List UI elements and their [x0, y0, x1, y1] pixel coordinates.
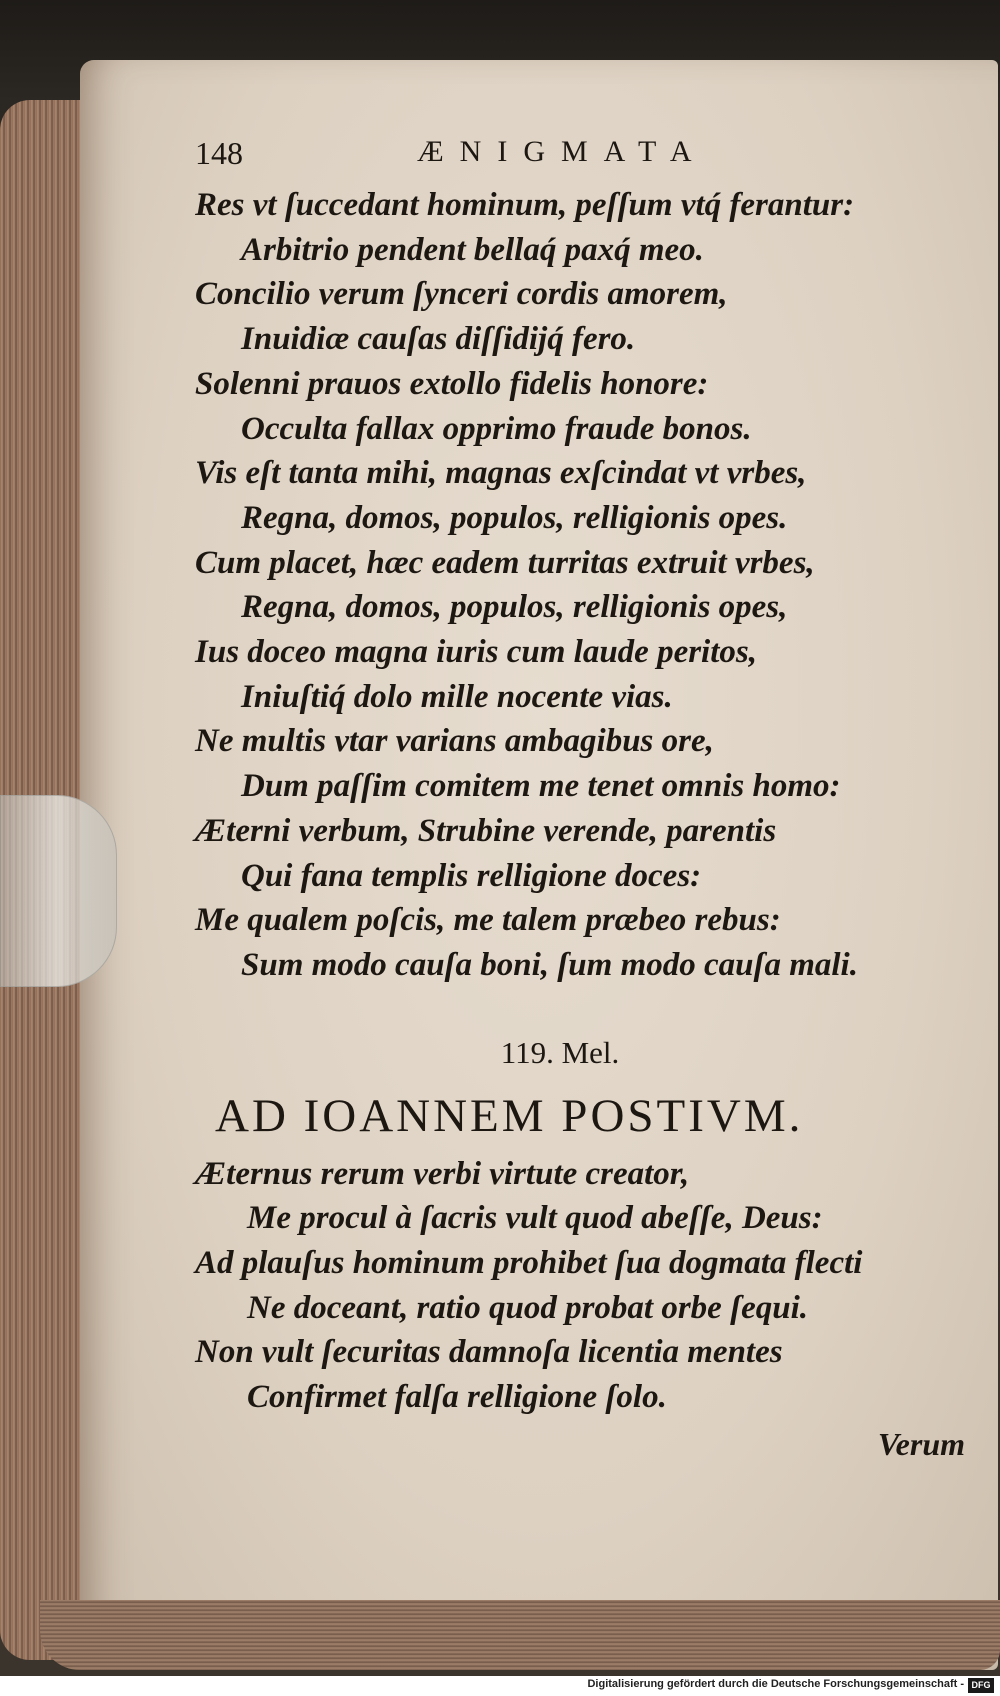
page-bottom-edge	[40, 1600, 1000, 1670]
section-gap	[195, 988, 965, 1026]
verse-line: Confirmet falſa relligione ſolo.	[247, 1379, 667, 1416]
verse-line: Ius doceo magna iuris cum laude peritos,	[195, 634, 757, 671]
verse-line: Concilio verum ſynceri cordis amorem,	[195, 276, 728, 313]
verse-line: Qui fana templis relligione doces:	[241, 857, 702, 894]
verse-line: Me procul à ſacris vult quod abeſſe, Deus:	[247, 1200, 823, 1237]
verse-line: Occulta fallax opprimo fraude bonos.	[241, 410, 752, 447]
funding-credit: Digitalisierung gefördert durch die Deutsche Forschungsgemeinschaft -	[587, 1678, 964, 1690]
catchword: Verum	[877, 1425, 965, 1462]
verse-line: Vis eſt tanta mihi, magnas exſcindat vt vrbes,	[195, 455, 807, 492]
verse-line: Iniuſtiq́ dolo mille nocente vias.	[241, 678, 673, 715]
verse-line: Regna, domos, populos, relligionis opes.	[241, 499, 788, 536]
verse-line: Æternus rerum verbi virtute creator,	[195, 1155, 690, 1192]
verse-line: Cum placet, hæc eadem turritas extruit vrbes,	[195, 544, 815, 581]
verse-line: Ad plauſus hominum prohibet ſua dogmata flecti	[195, 1245, 863, 1282]
running-title: ÆNIGMATA	[417, 135, 708, 168]
running-head	[195, 125, 965, 183]
page-text	[195, 125, 965, 1463]
verse-line: Solenni prauos extollo fidelis honore:	[195, 365, 709, 402]
verse-line: Res vt ſuccedant hominum, peſſum vtq́ ferantur:	[195, 187, 855, 223]
page-number: 148	[195, 135, 243, 171]
section-number: 119. Mel.	[500, 1034, 620, 1070]
section-title: AD IOANNEM POSTIVM.	[215, 1089, 804, 1142]
verse-line: Dum paſſim comitem me tenet omnis homo:	[241, 768, 841, 805]
verse-line: Inuidiæ cauſas diſſidijq́ fero.	[241, 321, 636, 358]
verse-line: Ne doceant, ratio quod probat orbe ſequi.	[247, 1289, 808, 1326]
verse-line: Arbitrio pendent bellaq́ paxq́ meo.	[241, 231, 704, 268]
verse-line: Me qualem poſcis, me talem præbeo rebus:	[195, 902, 781, 939]
digitization-footer	[0, 1676, 1000, 1696]
verse-line: Sum modo cauſa boni, ſum modo cauſa mali.	[241, 946, 858, 983]
poem-two	[195, 1152, 965, 1420]
verse-line: Æterni verbum, Strubine verende, parentis	[195, 812, 777, 849]
page-clip	[0, 795, 117, 987]
verse-line: Non vult ſecuritas damnoſa licentia mentes	[195, 1334, 783, 1371]
dfg-logo-icon: DFG	[968, 1678, 994, 1693]
verse-line: Ne multis vtar varians ambagibus ore,	[195, 723, 714, 760]
verse-line: Regna, domos, populos, relligionis opes,	[241, 589, 788, 626]
poem-one	[195, 183, 965, 988]
